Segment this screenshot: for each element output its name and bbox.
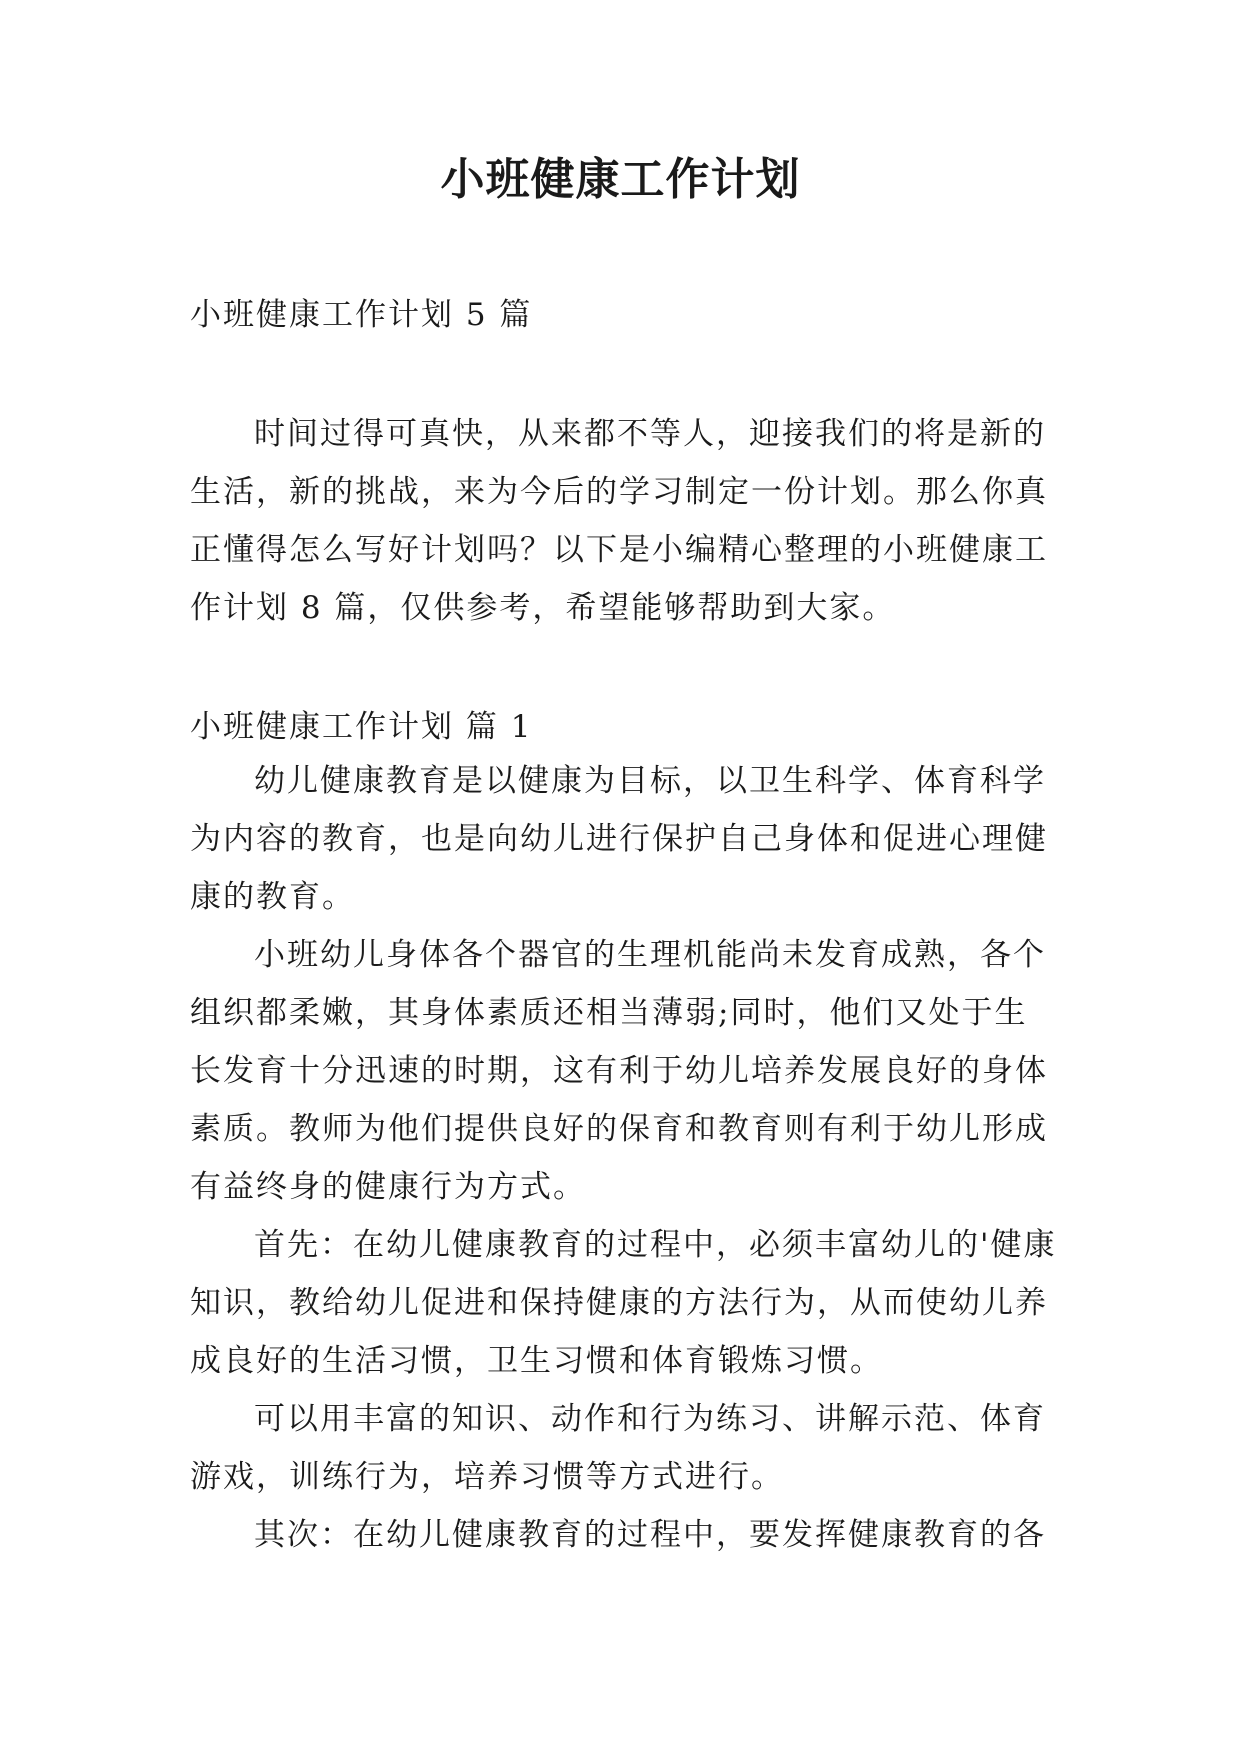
document-title: 小班健康工作计划: [440, 154, 801, 205]
section-title: 小班健康工作计划 篇 1: [190, 709, 533, 745]
body-paragraph: 幼儿健康教育是以健康为目标，以卫生科学、体育科学为内容的教育，也是向幼儿进行保护自己身体和促进心理健康的教育。: [190, 763, 1048, 915]
body-paragraph: 小班幼儿身体各个器官的生理机能尚未发育成熟，各个组织都柔嫩，其身体素质还相当薄弱;同时，他们又处于生长发育十分迅速的时期，这有利于幼儿培养发展良好的身体素质。教师为他们提供良好的保育和教育则有利于幼儿形成有益终身的健康行为方式。: [190, 937, 1048, 1205]
body-paragraph: 首先：在幼儿健康教育的过程中，必须丰富幼儿的'健康知识，教给幼儿促进和保持健康的方法行为，从而使幼儿养成良好的生活习惯，卫生习惯和体育锻炼习惯。: [190, 1227, 1057, 1379]
intro-paragraph: 时间过得可真快，从来都不等人，迎接我们的将是新的生活，新的挑战，来为今后的学习制定一份计划。那么你真正懂得怎么写好计划吗？以下是小编精心整理的小班健康工作计划 8 篇，仅供参考，希望能够帮助到大家。: [190, 416, 1048, 626]
document-subtitle: 小班健康工作计划 5 篇: [190, 297, 533, 333]
body-paragraph: 其次：在幼儿健康教育的过程中，要发挥健康教育的各: [254, 1517, 1046, 1553]
body-paragraph: 可以用丰富的知识、动作和行为练习、讲解示范、体育游戏，训练行为，培养习惯等方式进行。: [190, 1401, 1046, 1495]
